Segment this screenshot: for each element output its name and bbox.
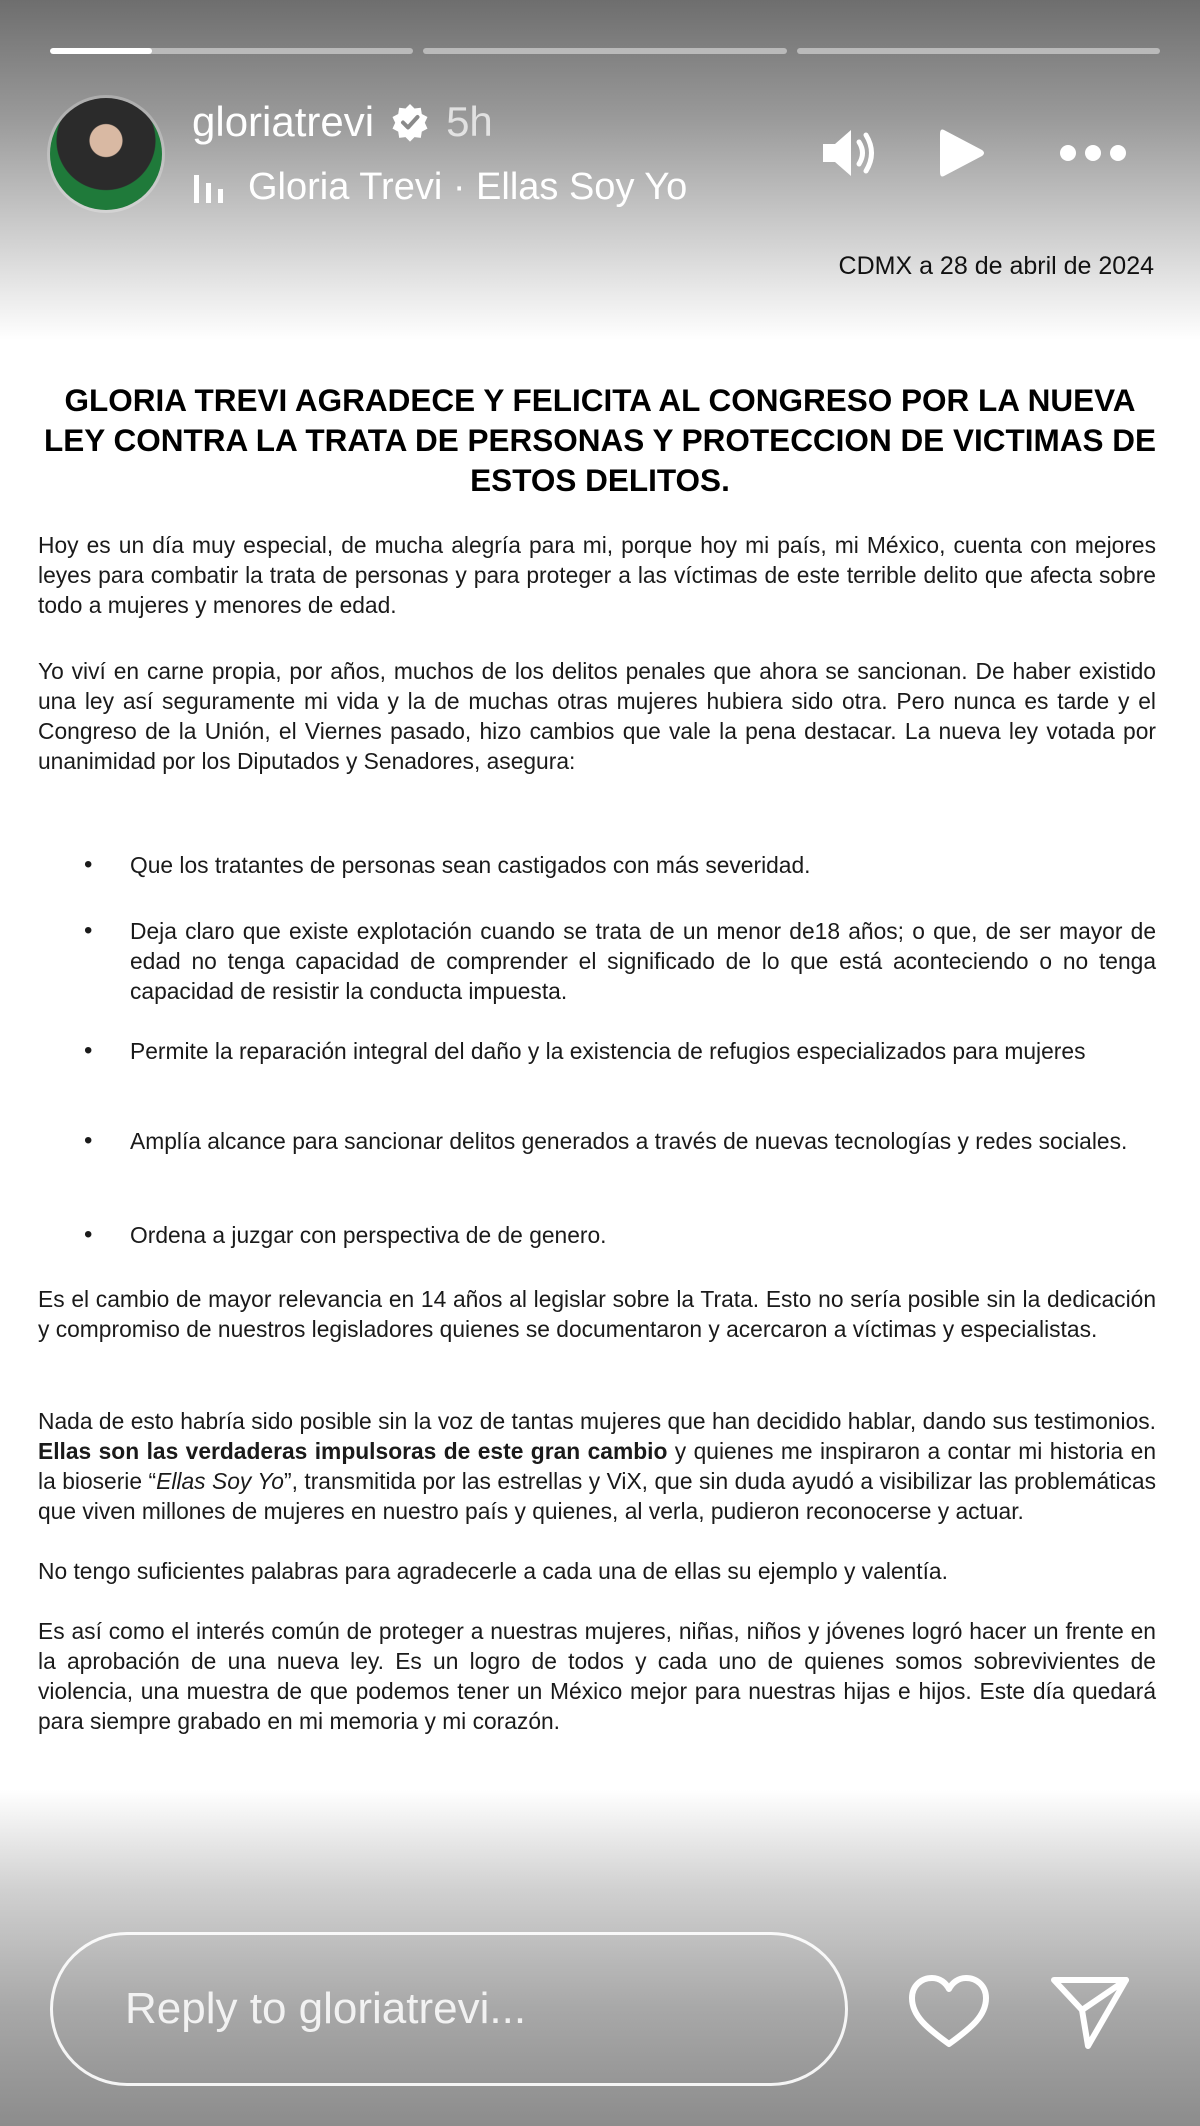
avatar[interactable] [50, 98, 162, 210]
music-bars-icon [192, 171, 226, 205]
bullet-list [84, 850, 1156, 880]
reply-input[interactable]: Reply to gloriatrevi... [50, 1932, 848, 2086]
paragraph-4-bold: Ellas son las verdaderas impulsoras de este gran cambio [38, 1438, 668, 1464]
more-dots-icon [1058, 143, 1128, 163]
username[interactable]: gloriatrevi [192, 98, 375, 145]
paragraph-3: Es el cambio de mayor relevancia en 14 años al legislar sobre la Trata. Esto no sería posible sin la dedicación y compromiso de nuestros legisladores quienes se documentaron y acercaron a víctimas y especialistas. [38, 1286, 1156, 1342]
play-button[interactable] [930, 122, 992, 184]
progress-segment [423, 48, 786, 54]
play-icon [936, 126, 986, 180]
document-date-overlay: CDMX a 28 de abril de 2024 [838, 252, 1154, 280]
bullet-list [84, 1220, 1156, 1250]
heart-icon [907, 1974, 991, 2050]
speaker-icon [819, 126, 879, 180]
music-attribution[interactable] [192, 166, 687, 209]
progress-fill [50, 48, 152, 54]
paragraph-4-italic: Ellas Soy Yo [156, 1468, 284, 1494]
paragraph-1: Hoy es un día muy especial, de mucha alegría para mi, porque hoy mi país, mi México, cuenta con mejores leyes para combatir la trata de personas y para proteger a las víctimas de este terrible delito que afecta sobre todo a mujeres y menores de edad. [38, 532, 1156, 618]
story-header [192, 98, 493, 146]
bullet-list [84, 916, 1156, 1006]
bullet-item: • Amplía alcance para sancionar delitos generados a través de nuevas tecnologías y redes sociales. [84, 1126, 1156, 1156]
verified-badge-icon [390, 102, 430, 142]
progress-segment [50, 48, 413, 54]
like-button[interactable] [905, 1970, 993, 2054]
bullet-item: • Deja claro que existe explotación cuando se trata de un menor de18 años; o que, de ser mayor de edad no tenga capacidad de comprender el significado de lo que está aconteciendo o no tenga capacidad de resistir la conducta impuesta. [84, 916, 1156, 1006]
bullet-item: • Permite la reparación integral del daño y la existencia de refugios especializados para mujeres [84, 1036, 1156, 1066]
document-title: GLORIA TREVI AGRADECE Y FELICITA AL CONGRESO POR LA NUEVA LEY CONTRA LA TRATA DE PERSONAS Y PROTECCION DE VICTIMAS DE ESTOS DELITOS. [44, 382, 1156, 498]
paragraph-5: No tengo suficientes palabras para agradecerle a cada una de ellas su ejemplo y valentía. [38, 1558, 948, 1584]
post-time: 5h [446, 98, 493, 145]
paragraph-6: Es así como el interés común de proteger a nuestras mujeres, niñas, niños y jóvenes logró hacer un frente en la aprobación de una nueva ley. Es un logro de todos y cada uno de quienes somos sobrevivientes de violencia, una muestra de que podemos tener un México mejor para nuestras hijas e hijos. Este día quedará para siempre grabado en mi memoria y mi corazón. [38, 1618, 1156, 1734]
send-icon [1048, 1972, 1132, 2052]
paragraph-2: Yo viví en carne propia, por años, muchos de los delitos penales que ahora se sancionan. De haber existido una ley así seguramente mi vida y la de muchas otras mujeres hubiera sido otra. Pero nunca es tarde y el Congreso de la Unión, el Viernes pasado, hizo cambios que vale la pena destacar. La nueva ley votada por unanimidad por los Diputados y Senadores, asegura: [38, 658, 1156, 774]
paragraph-4 [38, 1406, 1156, 1526]
paragraph-4-text-a: Nada de esto habría sido posible sin la voz de tantas mujeres que han decidido hablar, dando sus testimonios. [38, 1408, 1156, 1434]
music-title: Gloria Trevi · Ellas Soy Yo [248, 166, 688, 208]
bullet-item: • Que los tratantes de personas sean castigados con más severidad. [84, 850, 1156, 880]
story-progress-bar [50, 48, 1160, 54]
sound-button[interactable] [818, 122, 880, 184]
bullet-item: • Ordena a juzgar con perspectiva de de genero. [84, 1220, 1156, 1250]
progress-segment [797, 48, 1160, 54]
paragraph-4-text-b: y quienes me inspiraron a contar mi historia en la bioserie “ [38, 1438, 1156, 1494]
bullet-list [84, 1036, 1156, 1066]
paragraph-4-text-c: ”, transmitida por las estrellas y ViX, que sin duda ayudó a visibilizar las problemáticas que viven millones de mujeres en nuestro país y quienes, al verla, pudieron reconocerse y actuar. [38, 1468, 1156, 1524]
more-options-button[interactable] [1058, 122, 1128, 184]
share-button[interactable] [1046, 1970, 1134, 2054]
bullet-list [84, 1126, 1156, 1156]
